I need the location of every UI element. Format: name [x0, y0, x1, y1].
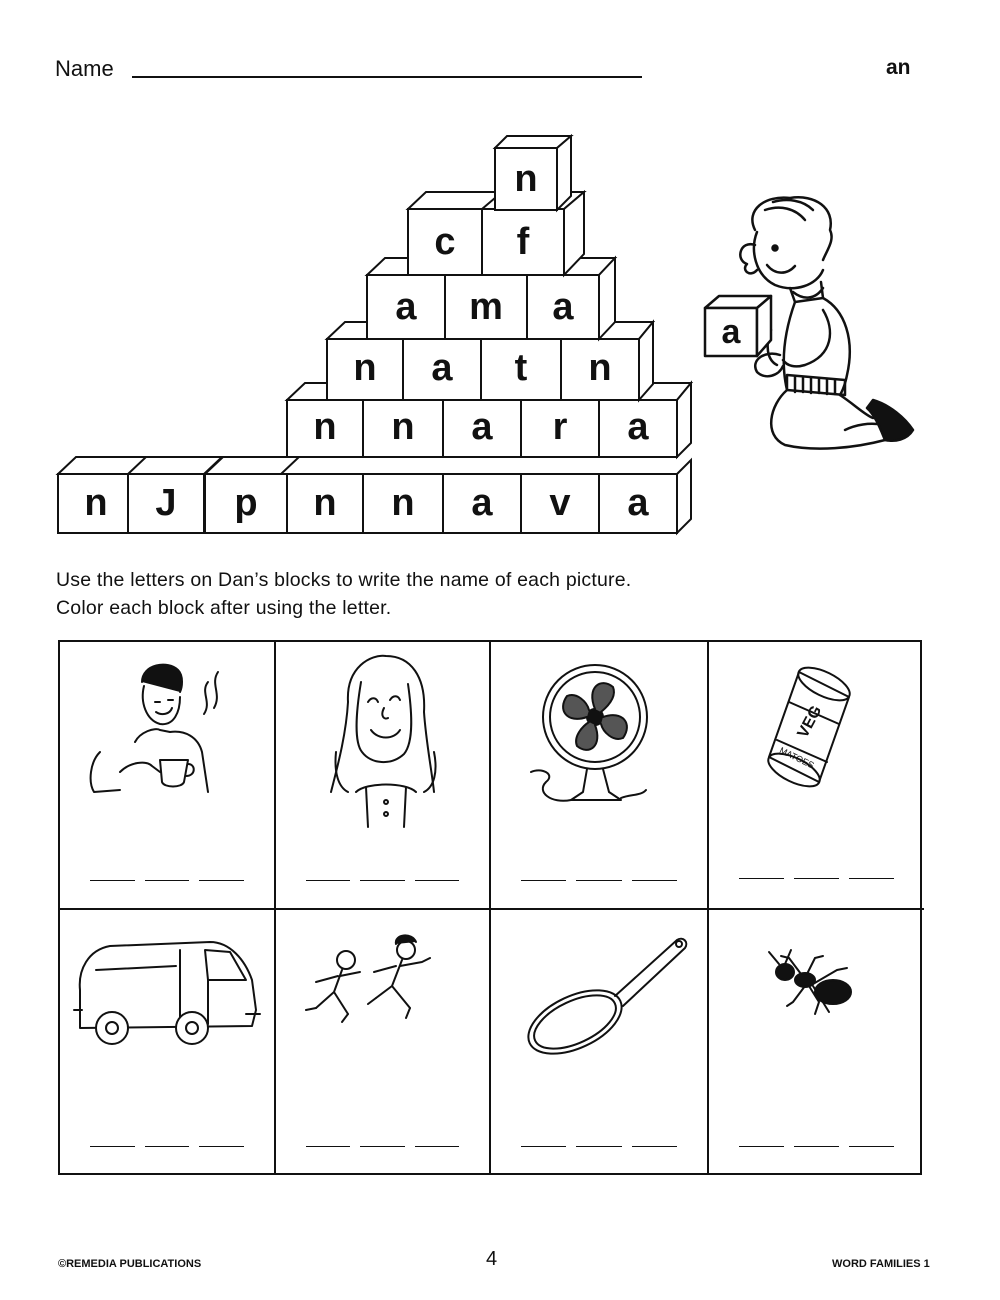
- block-letter: m: [469, 285, 503, 328]
- block-letter: a: [431, 347, 453, 389]
- svg-text:VEG: VEG: [794, 703, 826, 741]
- picture-cell: [276, 642, 491, 910]
- block-letter: a: [627, 482, 649, 524]
- block-letter: t: [514, 347, 528, 389]
- block-letter: n: [391, 406, 415, 448]
- van-icon: [60, 910, 276, 1110]
- publisher-credit: ©REMEDIA PUBLICATIONS: [58, 1258, 202, 1270]
- block-letter: p: [234, 482, 258, 524]
- block-letter: n: [84, 482, 108, 524]
- name-label: Name: [55, 56, 114, 81]
- block-letter: c: [434, 220, 456, 263]
- block-letter: a: [471, 482, 493, 524]
- block-letter: n: [588, 347, 612, 389]
- svg-text:MATOES: MATOES: [777, 745, 816, 771]
- woman-icon: [276, 642, 491, 842]
- picture-cell: [491, 642, 709, 910]
- name-write-line[interactable]: [132, 76, 642, 78]
- vegetable-can-icon: [709, 642, 924, 842]
- answer-blanks[interactable]: [739, 878, 894, 879]
- block-letter: v: [549, 482, 571, 524]
- block-letter: n: [313, 406, 337, 448]
- block-letter: f: [516, 220, 530, 263]
- answer-blanks[interactable]: [306, 1146, 459, 1147]
- answer-blanks[interactable]: [521, 1146, 677, 1147]
- block-letter: n: [514, 157, 538, 200]
- block-letter: n: [353, 347, 377, 389]
- block-letter: n: [313, 482, 337, 524]
- block-letter: r: [552, 406, 568, 448]
- held-block-letter: a: [721, 312, 741, 351]
- answer-blanks[interactable]: [90, 1146, 244, 1147]
- block-letter: a: [627, 406, 649, 448]
- picture-cell: [276, 910, 491, 1175]
- ant-icon: [709, 910, 924, 1110]
- instruction-line-1: Use the letters on Dan’s blocks to write the name of each picture.: [56, 569, 632, 591]
- instructions: [56, 566, 631, 622]
- picture-cell: [60, 910, 276, 1175]
- man-with-cup-icon: [60, 642, 276, 842]
- frying-pan-icon: [491, 910, 709, 1110]
- picture-cell: [709, 642, 924, 910]
- picture-cell: [60, 642, 276, 910]
- answer-blanks[interactable]: [306, 880, 459, 881]
- boy-dan-illustration: [695, 190, 925, 470]
- instruction-line-2: Color each block after using the letter.: [56, 597, 392, 619]
- picture-cell: [709, 910, 924, 1175]
- word-family-tag: an: [886, 56, 911, 79]
- page-number: 4: [486, 1248, 498, 1270]
- block-letter: J: [155, 482, 177, 524]
- block-letter: n: [391, 482, 415, 524]
- picture-cell: [491, 910, 709, 1175]
- runners-icon: [276, 910, 491, 1110]
- block-letter: a: [395, 285, 417, 328]
- block-letter: a: [552, 285, 574, 328]
- book-title: WORD FAMILIES 1: [832, 1258, 930, 1270]
- fan-icon: [491, 642, 709, 842]
- block-letter: a: [471, 406, 493, 448]
- picture-grid: [58, 640, 922, 1175]
- answer-blanks[interactable]: [739, 1146, 894, 1147]
- answer-blanks[interactable]: [521, 880, 677, 881]
- answer-blanks[interactable]: [90, 880, 244, 881]
